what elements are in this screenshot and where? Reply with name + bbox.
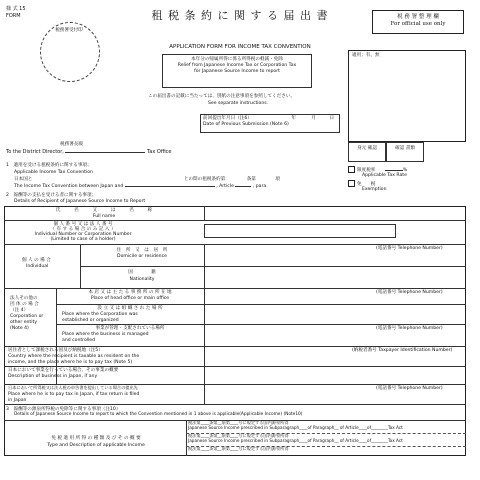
form-number-ja: 様 式 15: [6, 6, 26, 12]
business-desc-en: Description of business in Japan, if any: [8, 374, 98, 379]
individual-number-en2: (Limited to case of a holder): [50, 237, 116, 242]
relief-ja: 本年分の帰属所得に係る所得税の軽減・免除: [191, 57, 283, 62]
exemption-checkbox[interactable]: [348, 180, 355, 187]
established-en-1: Place where the Corporation was: [62, 312, 138, 317]
previous-submission-box[interactable]: [200, 114, 340, 133]
section1-line-en[interactable]: The Income Tax Convention between Japan and , Article , para.: [14, 184, 268, 189]
pay-place-en-1: Place where he is to pay tax in Japan, if tax return is filed: [8, 392, 140, 397]
corp-en-1: Corporation or: [10, 314, 44, 319]
tel-3: (電話番号 Telephone Number): [376, 326, 443, 331]
individual-number-ja: 個 人 番 号 又 は 法 人 番 号: [53, 222, 113, 227]
nationality-ja: 国 籍: [128, 270, 156, 275]
section3-title-en: Details of Japanese Source Income to report to which the Convention mentioned in 1 above is applicable(Applicable Income) (Note10): [14, 412, 303, 417]
corp-ja-2: 団 体 の 場 合: [10, 302, 39, 307]
section3-title-ja: 3 報酬等の源泉所得税の免除等に関する事項（注10）: [6, 407, 121, 412]
business-desc-ja: 日本において事業を行っている場合、その事業の概要: [8, 368, 119, 373]
relief-en-1: Relief from Japanese Income Tax or Corporation Tax: [177, 63, 297, 69]
exemption-option[interactable]: 免 税: [348, 180, 375, 187]
relief-en-2: for Japanese Source Income to report: [194, 68, 280, 74]
tax-residence-en-2: income, and the place where he is to pay tax (Note 5): [8, 360, 133, 365]
previous-submission-en: Date of Previous Submission (Note 6): [203, 122, 289, 128]
section2-title-en: Details of Recipient of Japanese Source Income to Report: [14, 199, 146, 204]
tax-residence-ja: 居住者として課税される国及び納税地（注5）: [8, 348, 103, 353]
official-use-area[interactable]: [348, 50, 466, 142]
tax-rate-checkbox[interactable]: [348, 166, 355, 173]
tax-rate-en: Applicable Tax Rate: [362, 173, 407, 178]
individual-en: Individual: [26, 264, 49, 269]
domicile-en: Domicile or residence: [117, 254, 167, 259]
corp-en-2: other entity: [10, 320, 38, 325]
previous-year: 年: [291, 116, 296, 121]
document-check-cell[interactable]: 確認 書類: [386, 142, 424, 162]
head-office-field[interactable]: [206, 296, 464, 304]
tax-residence-field[interactable]: [206, 354, 464, 364]
business-place-field[interactable]: [206, 332, 464, 342]
taxpayer-id: (納税者番号 Taxpayer Identification Number): [352, 348, 453, 353]
established-field[interactable]: [206, 306, 464, 322]
tax-residence-en-1: Country where the recipient is taxable as resident on the: [8, 354, 140, 359]
business-place-en-2: and controlled: [62, 338, 96, 343]
business-place-ja: 事業が管理・支配されている場所: [95, 326, 165, 331]
domicile-field[interactable]: [206, 252, 464, 264]
individual-number-ja2: （ 有 す る 場 合 の み 記 入 ）: [50, 227, 116, 232]
corp-en-3: (Note 4): [10, 326, 29, 331]
tel-4: (電話番号 Telephone Number): [376, 386, 443, 391]
name-label-en: Full name: [92, 214, 116, 219]
nationality-field[interactable]: [206, 268, 464, 284]
instructions-en: See separate instructions.: [208, 101, 269, 106]
individual-number-field[interactable]: [204, 224, 396, 238]
income-row-1[interactable]: 税法第____条第__項第____号に規定する国内源泉所得 Japanese Source Income prescribed in Subparagraph____of Paragraph__ of Article____of________Tax Act: [188, 420, 403, 430]
previous-submission-label: 前回提出年月日（注6）: [203, 116, 252, 121]
official-use-ja: 税 務 署 整 理 欄: [397, 14, 439, 20]
business-place-en-1: Place where the business is managed: [62, 332, 149, 337]
head-office-en: Place of head office or main office: [90, 296, 170, 301]
applicable-flag: 適用；有、無: [352, 53, 380, 58]
head-office-ja: 本 店 又 は 主 た る 事 務 所 の 所 在 地: [88, 290, 172, 295]
corp-ja-1: 法人その他の: [10, 296, 38, 301]
business-desc-field[interactable]: [206, 368, 464, 382]
form-number-en: FORM: [6, 13, 21, 19]
instructions-ja: この届出書の記載に当たっては、別紙の注意事項を参照してください。: [148, 94, 296, 99]
identity-check-cell[interactable]: 身元 確認: [348, 142, 386, 162]
domicile-ja: 住 所 又 は 居 所: [116, 248, 168, 253]
stamp-label: 税務署受付印: [55, 28, 83, 33]
previous-day: 日: [329, 116, 335, 121]
income-row-3[interactable]: 税法第____条第__項第____号に規定する国内源泉所得: [188, 446, 289, 451]
pay-place-en-2: in Japan: [8, 398, 27, 403]
full-name-field[interactable]: [206, 207, 464, 219]
official-use-en: For official use only: [390, 21, 446, 28]
previous-month: 月: [311, 116, 317, 121]
exemption-en: Exemption: [362, 187, 387, 192]
individual-number-en1: Individual Number or Corporation Number: [34, 232, 132, 237]
section1-title-en: Applicable Income Tax Convention: [14, 170, 93, 175]
section2-title-ja: 2 報酬等の支払を受ける者に関する事項；: [6, 193, 97, 198]
income-row-2[interactable]: 税法第____条第__項第____号に規定する国内源泉所得 Japanese Source Income prescribed in Subparagraph____of Paragraph__ of Article____of________Tax Act: [188, 433, 403, 443]
individual-ja: 個 人 の 場 合: [22, 258, 51, 263]
pay-place-field[interactable]: [206, 392, 464, 402]
addressee-ja: 税務署長殿: [60, 142, 83, 147]
income-type-ja: 免 税 適 用 所 得 の 種 類 及 び そ の 概 要: [51, 436, 141, 441]
tel-1: (電話番号 Telephone Number): [376, 246, 443, 251]
name-label-ja: 氏 名 又 は 名 称: [55, 208, 153, 213]
corp-ja-3: （注 4）: [10, 308, 29, 313]
nationality-en: Nationality: [129, 277, 155, 282]
established-ja: 設 立 又 は 組 織 さ れ た 場 所: [97, 306, 163, 311]
section1-title-ja: 1 適用を受ける租税条約に関する事項；: [6, 163, 92, 168]
title-en: APPLICATION FORM FOR INCOME TAX CONVENTION: [169, 44, 311, 50]
income-type-en: Type and Description of applicable Income: [47, 443, 145, 448]
established-en-2: established or organized: [62, 318, 119, 323]
tax-rate-option[interactable]: 限度税率 %: [348, 166, 407, 173]
pay-place-ja: 日本において所得税又は法人税の申告書を提出している場合の提出先: [8, 385, 138, 390]
addressee-en[interactable]: To the District Director, Tax Office: [6, 149, 172, 155]
tel-2: (電話番号 Telephone Number): [376, 290, 443, 295]
title-ja: 租 税 条 約 に 関 す る 届 出 書: [151, 9, 329, 22]
official-use-header: [372, 10, 464, 34]
section1-line-ja: 日本国と との間の租税条約第 条第 項: [14, 177, 280, 182]
relief-box: [162, 54, 312, 88]
